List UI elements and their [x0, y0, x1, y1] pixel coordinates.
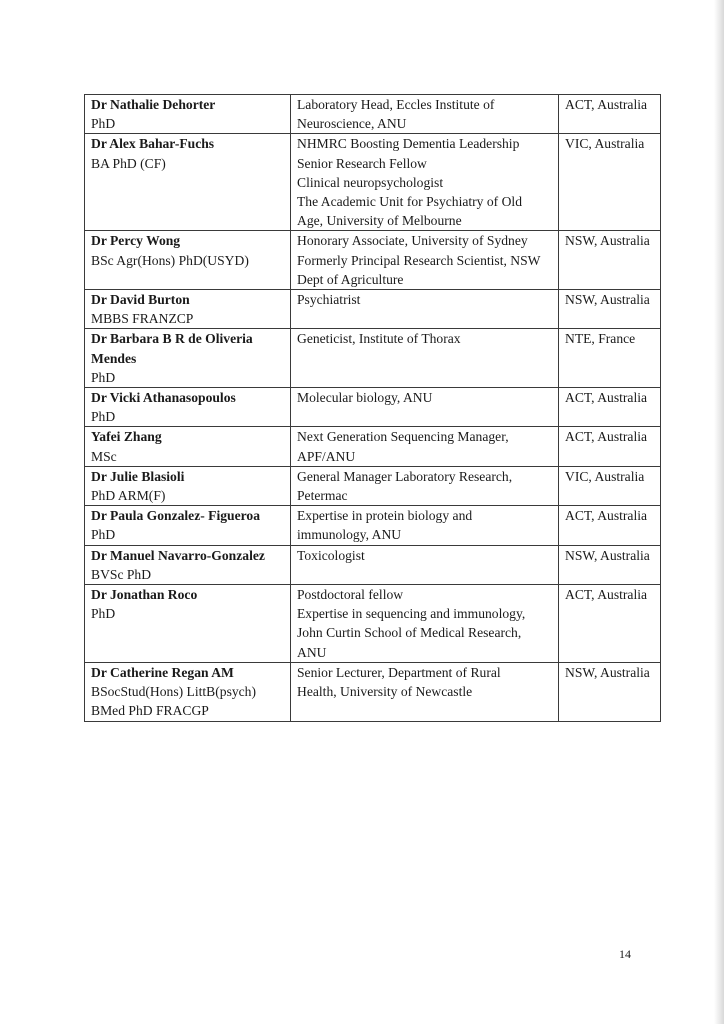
page-number: 14: [619, 947, 631, 961]
location-cell: [559, 662, 661, 721]
person-cell: [85, 506, 291, 545]
person-cell: [85, 231, 291, 290]
role-line: Honorary Associate, University of Sydney: [297, 233, 528, 249]
location-text: VIC, Australia: [565, 136, 645, 152]
person-name: Dr Paula Gonzalez- Figueroa: [91, 508, 261, 524]
person-cell: [85, 466, 291, 505]
role-line: Next Generation Sequencing Manager,: [297, 429, 509, 445]
role-cell: [291, 585, 559, 663]
table-row: [85, 545, 661, 584]
person-credentials: PhD: [91, 527, 116, 543]
role-cell: [291, 290, 559, 329]
role-cell: [291, 545, 559, 584]
person-credentials: BA PhD (CF): [91, 155, 166, 171]
role-line: Dept of Agriculture: [297, 271, 404, 287]
location-text: ACT, Australia: [565, 429, 648, 445]
person-name: Dr Percy Wong: [91, 233, 181, 249]
table-row: [85, 585, 661, 663]
person-cell: [85, 290, 291, 329]
role-cell: [291, 466, 559, 505]
role-line: Postdoctoral fellow: [297, 587, 404, 603]
person-credentials: MBBS FRANZCP: [91, 311, 194, 327]
location-cell: [559, 585, 661, 663]
person-name: Dr Alex Bahar-Fuchs: [91, 136, 215, 152]
role-line: John Curtin School of Medical Research,: [297, 625, 522, 641]
person-cell: [85, 427, 291, 466]
location-text: ACT, Australia: [565, 587, 648, 603]
person-credentials: BSc Agr(Hons) PhD(USYD): [91, 252, 249, 268]
person-cell: [85, 388, 291, 427]
location-cell: [559, 231, 661, 290]
location-cell: [559, 134, 661, 231]
person-credentials: PhD: [91, 606, 116, 622]
person-name: Dr Barbara B R de Oliveria Mendes: [91, 331, 253, 366]
role-cell: [291, 134, 559, 231]
table-row: [85, 290, 661, 329]
role-line: Expertise in protein biology and: [297, 508, 473, 524]
location-text: NTE, France: [565, 331, 636, 347]
person-name: Dr Catherine Regan AM: [91, 664, 234, 680]
role-line: Formerly Principal Research Scientist, NSW: [297, 252, 541, 268]
location-text: ACT, Australia: [565, 390, 648, 406]
person-name: Dr Jonathan Roco: [91, 587, 198, 603]
table-row: [85, 95, 661, 134]
table-row: [85, 231, 661, 290]
role-line: Senior Lecturer, Department of Rural: [297, 664, 501, 680]
role-cell: [291, 427, 559, 466]
location-cell: [559, 329, 661, 388]
role-line: Laboratory Head, Eccles Institute of: [297, 97, 495, 112]
person-name: Dr Nathalie Dehorter: [91, 97, 216, 112]
role-line: Petermac: [297, 488, 348, 504]
location-text: NSW, Australia: [565, 547, 650, 563]
table-row: [85, 427, 661, 466]
role-line: immunology, ANU: [297, 527, 402, 543]
person-name: Dr Manuel Navarro-Gonzalez: [91, 547, 265, 563]
role-line: NHMRC Boosting Dementia Leadership: [297, 136, 520, 152]
location-text: NSW, Australia: [565, 292, 650, 308]
table-row: [85, 662, 661, 721]
location-cell: [559, 290, 661, 329]
location-text: ACT, Australia: [565, 508, 648, 524]
location-text: ACT, Australia: [565, 97, 648, 112]
person-credentials: MSc: [91, 448, 117, 464]
role-line: APF/ANU: [297, 448, 356, 464]
person-credentials: BSocStud(Hons) LittB(psych): [91, 684, 257, 700]
table-row: [85, 329, 661, 388]
person-name: Dr Julie Blasioli: [91, 468, 185, 484]
person-credentials: PhD: [91, 409, 116, 425]
role-line: Senior Research Fellow: [297, 155, 427, 171]
person-credentials: PhD: [91, 369, 116, 385]
person-cell: [85, 662, 291, 721]
role-cell: [291, 329, 559, 388]
location-cell: [559, 466, 661, 505]
role-line: Geneticist, Institute of Thorax: [297, 331, 461, 347]
location-text: NSW, Australia: [565, 664, 650, 680]
table-row: [85, 506, 661, 545]
person-cell: [85, 585, 291, 663]
person-name: Dr David Burton: [91, 292, 190, 308]
role-cell: [291, 231, 559, 290]
role-line: General Manager Laboratory Research,: [297, 468, 513, 484]
person-name: Dr Vicki Athanasopoulos: [91, 390, 236, 406]
role-line: Health, University of Newcastle: [297, 684, 473, 700]
page-edge-shadow: [714, 0, 724, 1024]
table-row: [85, 388, 661, 427]
person-credentials: BVSc PhD: [91, 566, 152, 582]
table-row: [85, 466, 661, 505]
location-text: NSW, Australia: [565, 233, 650, 249]
table-row: [85, 134, 661, 231]
role-line: The Academic Unit for Psychiatry of Old: [297, 194, 522, 210]
location-text: VIC, Australia: [565, 468, 645, 484]
person-name: Yafei Zhang: [91, 429, 162, 445]
person-credentials: PhD ARM(F): [91, 488, 166, 504]
role-line: Age, University of Melbourne: [297, 213, 462, 229]
person-cell: [85, 329, 291, 388]
role-cell: [291, 388, 559, 427]
role-line: Toxicologist: [297, 547, 365, 563]
person-cell: [85, 134, 291, 231]
role-line: Expertise in sequencing and immunology,: [297, 606, 526, 622]
role-cell: [291, 506, 559, 545]
role-line: ANU: [297, 644, 327, 660]
role-cell: [291, 662, 559, 721]
person-cell: [85, 545, 291, 584]
person-credentials: BMed PhD FRACGP: [91, 703, 209, 719]
role-line: Clinical neuropsychologist: [297, 174, 444, 190]
location-cell: [559, 506, 661, 545]
role-line: Neuroscience, ANU: [297, 116, 407, 132]
location-cell: [559, 388, 661, 427]
location-cell: [559, 427, 661, 466]
location-cell: [559, 545, 661, 584]
role-line: Psychiatrist: [297, 292, 361, 308]
person-cell: [85, 95, 291, 134]
role-line: Molecular biology, ANU: [297, 390, 433, 406]
person-credentials: PhD: [91, 116, 116, 132]
location-cell: [559, 95, 661, 134]
signatories-table: [84, 94, 661, 722]
signatories-table-body: [85, 95, 661, 722]
role-cell: [291, 95, 559, 134]
